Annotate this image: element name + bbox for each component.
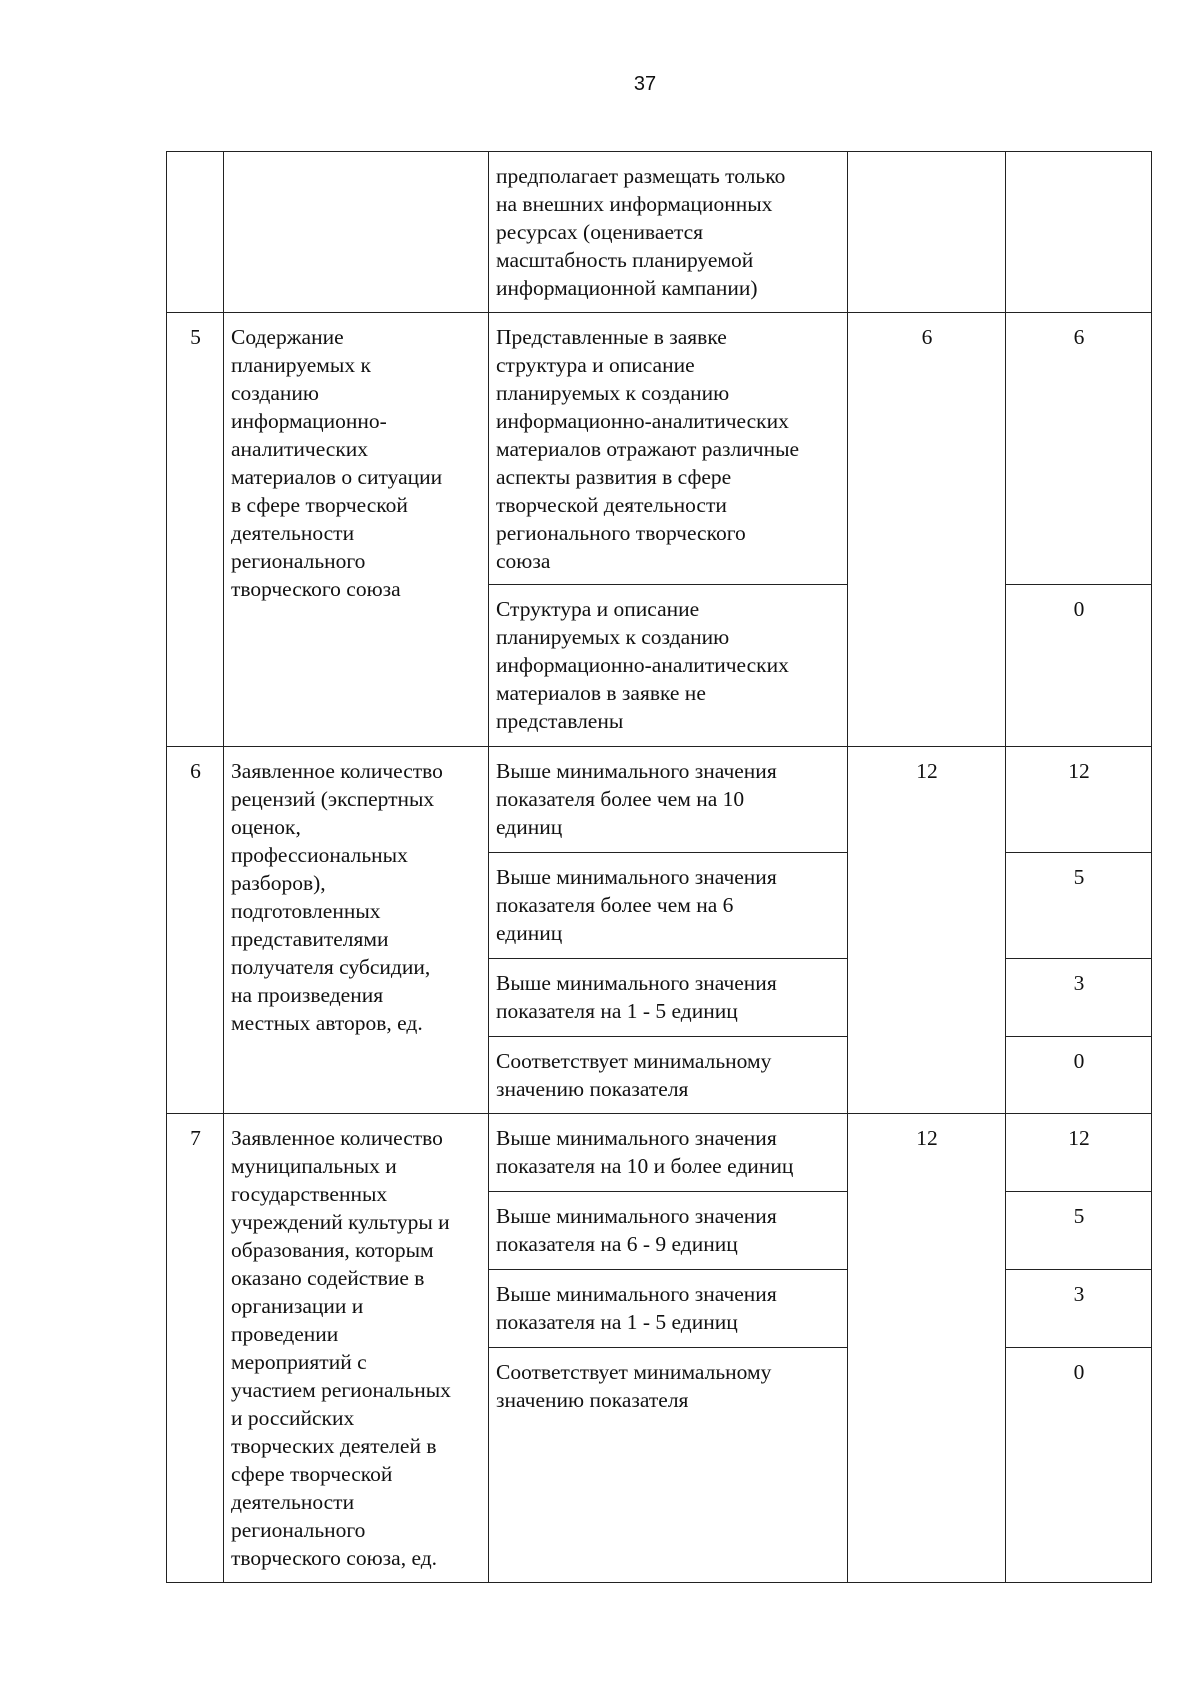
criterion-text: Заявленное количество рецензий (экспертных оценок, профессиональных разборов), подготовленных представителями получателя субсидии, на произведения местных авторов, ед. (231, 759, 443, 1035)
option-cell (489, 959, 848, 1037)
max-score-cell: 6 (848, 313, 1006, 747)
option-cell (489, 1114, 848, 1192)
option-cell (489, 1348, 848, 1583)
option-text: Выше минимального значения показателя на 1 - 5 единиц (496, 971, 777, 1023)
option-text: Выше минимального значения показателя на 1 - 5 единиц (496, 1282, 777, 1334)
row-number-cell: 6 (167, 747, 224, 1114)
option-cell (489, 585, 848, 747)
table-row (167, 747, 1152, 853)
option-cell (489, 1037, 848, 1114)
option-cell (489, 747, 848, 853)
score-cell: 5 (1006, 1192, 1152, 1270)
row-number-cell (167, 152, 224, 313)
table-row (167, 1114, 1152, 1192)
gap-cell (848, 152, 1006, 313)
score-cell: 0 (1006, 1348, 1152, 1583)
option-text: Выше минимального значения показателя более чем на 6 единиц (496, 865, 777, 945)
row-number-cell: 7 (167, 1114, 224, 1583)
score-cell: 3 (1006, 959, 1152, 1037)
option-text: Соответствует минимальному значению показателя (496, 1360, 772, 1412)
option-text: Представленные в заявке структура и описание планируемых к созданию информационно-аналитических материалов отражают различные аспекты развития в сфере творческой деятельности регионального творческого союза (496, 325, 800, 573)
criterion-text: Содержание планируемых к созданию информационно- аналитических материалов о ситуации в сфере творческой деятельности регионального творческого союза (231, 325, 443, 601)
criterion-cell (224, 747, 489, 1114)
score-cell: 6 (1006, 313, 1152, 585)
option-cell (489, 853, 848, 959)
score-cell: 5 (1006, 853, 1152, 959)
score-cell (1006, 152, 1152, 313)
option-cell (489, 1270, 848, 1348)
score-cell: 12 (1006, 747, 1152, 853)
page-number: 37 (633, 73, 657, 95)
score-cell: 0 (1006, 1037, 1152, 1114)
table-row-continuation (167, 152, 1152, 313)
criterion-cell (224, 313, 489, 747)
score-cell: 0 (1006, 585, 1152, 747)
score-cell: 3 (1006, 1270, 1152, 1348)
score-cell: 12 (1006, 1114, 1152, 1192)
max-score-cell: 12 (848, 1114, 1006, 1583)
option-text: предполагает размещать только на внешних информационных ресурсах (оценивается масштабность планируемой информационной кампании) (496, 164, 786, 300)
criterion-cell (224, 1114, 489, 1583)
max-score-cell: 12 (848, 747, 1006, 1114)
option-cell (489, 1192, 848, 1270)
option-text: Структура и описание планируемых к созданию информационно-аналитических материалов в заявке не представлены (496, 597, 789, 733)
option-cell (489, 313, 848, 585)
option-text: Выше минимального значения показателя более чем на 10 единиц (496, 759, 777, 839)
table-row (167, 313, 1152, 585)
row-number-cell: 5 (167, 313, 224, 747)
criterion-text: Заявленное количество муниципальных и государственных учреждений культуры и образования, которым оказано содействие в организации и проведении мероприятий с участием региональных и российских творческих деятелей в сфере творческой деятельности регионального творческого союза, ед. (231, 1126, 451, 1570)
criterion-cell (224, 152, 489, 313)
option-text: Соответствует минимальному значению показателя (496, 1049, 772, 1101)
criteria-table (166, 151, 1152, 1583)
option-text: Выше минимального значения показателя на 6 - 9 единиц (496, 1204, 777, 1256)
option-cell (489, 152, 848, 313)
option-text: Выше минимального значения показателя на 10 и более единиц (496, 1126, 794, 1178)
